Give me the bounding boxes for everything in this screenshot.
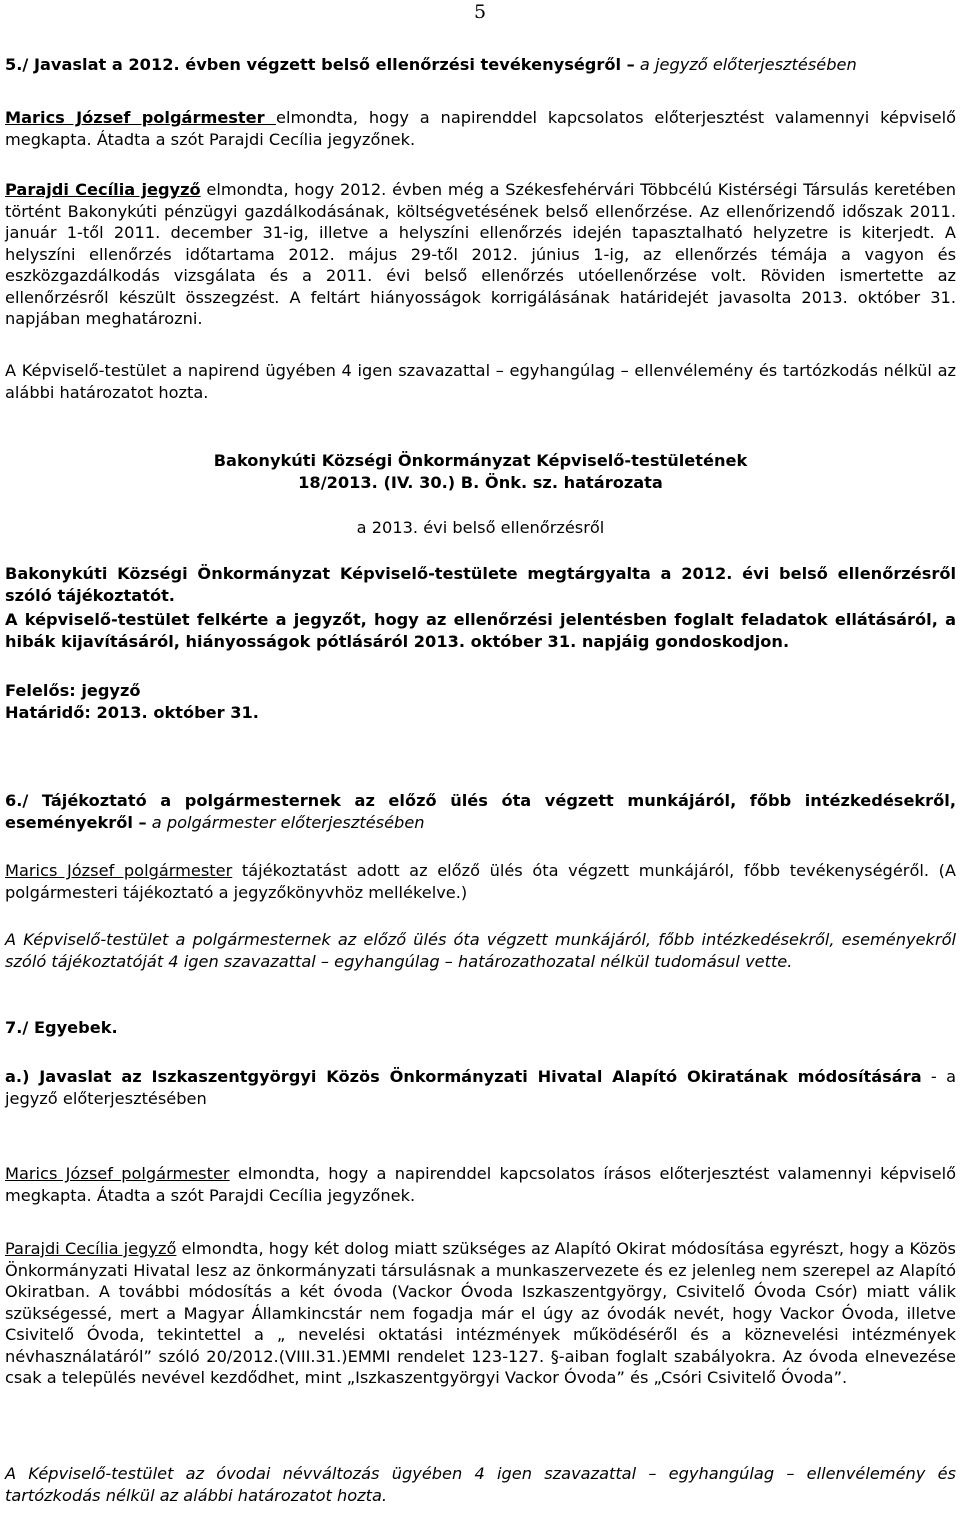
section-5-mayor-paragraph	[5, 107, 956, 150]
section-6-presenter: a polgármester előterjesztésében	[146, 812, 425, 832]
section-7a-heading	[5, 1066, 956, 1109]
section-5-notary-paragraph	[5, 179, 956, 330]
section-6-title: 6./ Tájékoztató a polgármesternek az előző ülés óta végzett munkájáról, főbb intézkedésekről, eseményekről –	[5, 791, 956, 832]
section-6-vote-paragraph: A Képviselő-testület a polgármesternek az előző ülés óta végzett munkájáról, főbb intézkedésekről, eseményekről szóló tájékoztatóját 4 igen szavazattal – egyhangúlag – határozathozatal nélkül tudomásul vette.	[5, 930, 956, 971]
section-7-mayor-paragraph	[5, 1163, 956, 1206]
section-5-title: 5./ Javaslat a 2012. évben végzett belső ellenőrzési tevékenységről –	[5, 55, 635, 74]
resolution-subject: a 2013. évi belső ellenőrzésről	[356, 518, 605, 537]
resolution-title-line-2: 18/2013. (IV. 30.) B. Önk. sz. határozata	[298, 472, 663, 492]
section-6-mayor-paragraph	[5, 860, 956, 903]
resolution-title-line-1: Bakonykúti Községi Önkormányzat Képviselő-testületének	[213, 451, 748, 470]
resolution-title	[5, 450, 956, 493]
section-5-heading	[5, 54, 956, 76]
notary-statement: elmondta, hogy 2012. évben még a Székesfehérvári Többcélú Kistérségi Társulás keretében történt Bakonykúti pénzügyi gazdálkodásának, költségvetésének belső ellenőrzése. Az ellenőrizendő időszak 2011. január 1-től 2011. december 31-ig, illetve a helyszíni ellenőrzés idején tapasztalható helyzetre is kiterjedt. A helyszíni ellenőrzés időtartama 2012. május 29-től 2012. június 1-ig, az ellenőrzés témája a vagyon és eszközgazdálkodás vizsgálata és a 2011. évi belső ellenőrzés utóellenőrzése volt. Röviden ismertette az ellenőrzésről készült összegzést. A feltárt hiányosságok korrigálásának határidejét javasolta 2013. október 31. napjában meghatározni.	[5, 180, 956, 328]
page-number: 5	[474, 1, 487, 23]
speaker-mayor: Marics József polgármester	[5, 861, 233, 880]
speaker-notary: Parajdi Cecília jegyző	[5, 180, 201, 199]
speaker-notary: Parajdi Cecília jegyző	[5, 1239, 177, 1258]
section-5-vote-paragraph: A Képviselő-testület a napirend ügyében 4 igen szavazattal – egyhangúlag – ellenvélemény és tartózkodás nélkül az alábbi határozatot hozta.	[5, 361, 956, 402]
section-7a-presenter: - a jegyző előterjesztésében	[5, 1067, 956, 1108]
speaker-mayor: Marics József polgármester	[5, 108, 276, 127]
speaker-mayor: Marics József polgármester	[5, 1164, 230, 1183]
section-7-vote-paragraph: A Képviselő-testület az óvodai névváltozás ügyében 4 igen szavazattal – egyhangúlag – ellenvélemény és tartózkodás nélkül az alábbi határozatot hozta.	[5, 1464, 956, 1505]
section-7a-title: a.) Javaslat az Iszkaszentgyörgyi Közös Önkormányzati Hivatal Alapító Okiratának módosítására	[5, 1067, 922, 1086]
notary-statement: elmondta, hogy két dolog miatt szükséges az Alapító Okirat módosítása egyrészt, hogy a Közös Önkormányzati Hivatal lesz az önkormányzati társulásnak a munkaszervezete és ez jelenleg nem szerepel az Alapító Okiratban. A további módosítás a két óvoda (Vackor Óvoda Iszkaszentgyörgy, Csivitelő Óvoda Csór) miatt válik szükségessé, mert a Magyar Államkincstár nem fogadja már el úgy az óvodák nevét, hogy Vackor Óvoda, illetve Csivitelő Óvoda, tekintettel a „ nevelési oktatási intézmények működéséről és a köznevelési intézmények névhasználatáról” szóló 20/2012.(VIII.31.)EMMI rendelet 123-127. §-aiban foglalt szabályokra. Az óvoda elnevezése csak a település nevével kezdődhet, mint „Iszkaszentgyörgyi Vackor Óvoda” és „Csóri Csivitelő Óvoda”.	[5, 1239, 956, 1387]
mayor-statement: elmondta, hogy a napirenddel kapcsolatos előterjesztést valamennyi képviselő megkapta. Átadta a szót Parajdi Cecília jegyzőnek.	[5, 108, 956, 149]
section-5-presenter: a jegyző előterjesztésében	[634, 55, 857, 74]
responsible-line: Felelős: jegyző	[5, 681, 141, 700]
deadline-line: Határidő: 2013. október 31.	[5, 702, 259, 722]
resolution-paragraph-1: Bakonykúti Községi Önkormányzat Képviselő-testülete megtárgyalta a 2012. évi belső ellenőrzésről szóló tájékoztatót.	[5, 564, 956, 605]
section-6-heading	[5, 790, 956, 833]
resolution-paragraph-2: A képviselő-testület felkérte a jegyzőt, hogy az ellenőrzési jelentésben foglalt feladatok ellátásáról, a hibák kijavításáról, hiányosságok pótlásáról 2013. október 31. napjáig gondoskodjon.	[5, 610, 956, 651]
mayor-statement: elmondta, hogy a napirenddel kapcsolatos írásos előterjesztést valamennyi képviselő megkapta. Átadta a szót Parajdi Cecília jegyzőnek.	[5, 1164, 956, 1205]
section-7-heading: 7./ Egyebek.	[5, 1018, 118, 1037]
section-7-notary-paragraph	[5, 1238, 956, 1389]
resolution-responsibility	[5, 680, 956, 723]
mayor-report: tájékoztatást adott az előző ülés óta végzett munkájáról, főbb tevékenységéről. (A polgármesteri tájékoztató a jegyzőkönyvhöz mellékelve.)	[5, 861, 957, 902]
